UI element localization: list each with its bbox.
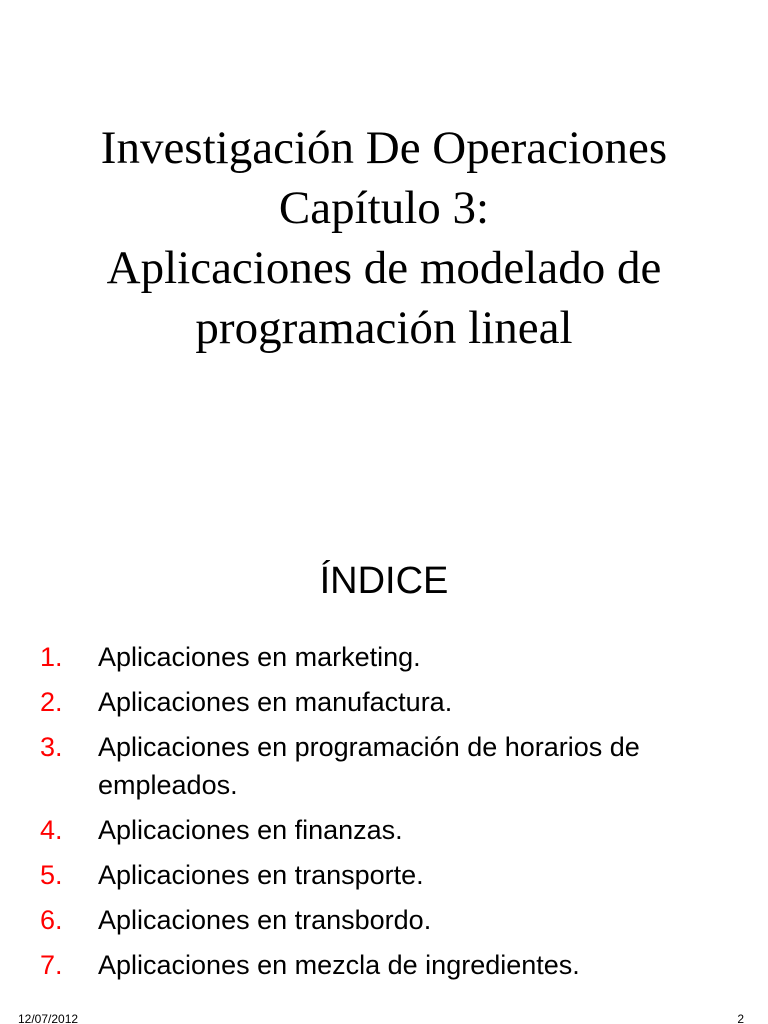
title-line-4: programación lineal (195, 302, 573, 354)
index-number: 6. (40, 905, 63, 935)
index-item-6 (0, 901, 768, 939)
index-item-text: Aplicaciones en finanzas. (98, 815, 403, 845)
index-item-2 (0, 683, 768, 721)
index-number: 2. (40, 687, 63, 717)
title-line-2: Capítulo 3: (278, 182, 490, 234)
index-item-3 (0, 728, 768, 804)
index-item-7 (0, 946, 768, 984)
footer-date: 12/07/2012 (18, 1012, 79, 1024)
index-item-5 (0, 856, 768, 894)
index-number: 7. (40, 950, 63, 980)
index-heading: ÍNDICE (319, 560, 449, 602)
index-item-4 (0, 811, 768, 849)
index-number: 1. (40, 642, 63, 672)
index-number: 5. (40, 860, 63, 890)
index-item-text: Aplicaciones en transporte. (98, 860, 424, 890)
index-item-1 (0, 638, 768, 676)
title-line-3: Aplicaciones de modelado de (106, 242, 662, 294)
footer-page-number: 2 (737, 1012, 744, 1024)
index-number: 3. (40, 732, 63, 762)
index-list (0, 638, 768, 991)
index-item-text: Aplicaciones en manufactura. (98, 687, 453, 717)
index-number: 4. (40, 815, 63, 845)
index-item-text: Aplicaciones en marketing. (98, 642, 421, 672)
slide-title (0, 118, 768, 358)
index-item-text: Aplicaciones en mezcla de ingredientes. (98, 950, 580, 980)
index-item-text: Aplicaciones en transbordo. (98, 905, 432, 935)
index-item-text: Aplicaciones en programación de horarios de empleados. (98, 732, 640, 800)
title-line-1: Investigación De Operaciones (100, 122, 668, 174)
